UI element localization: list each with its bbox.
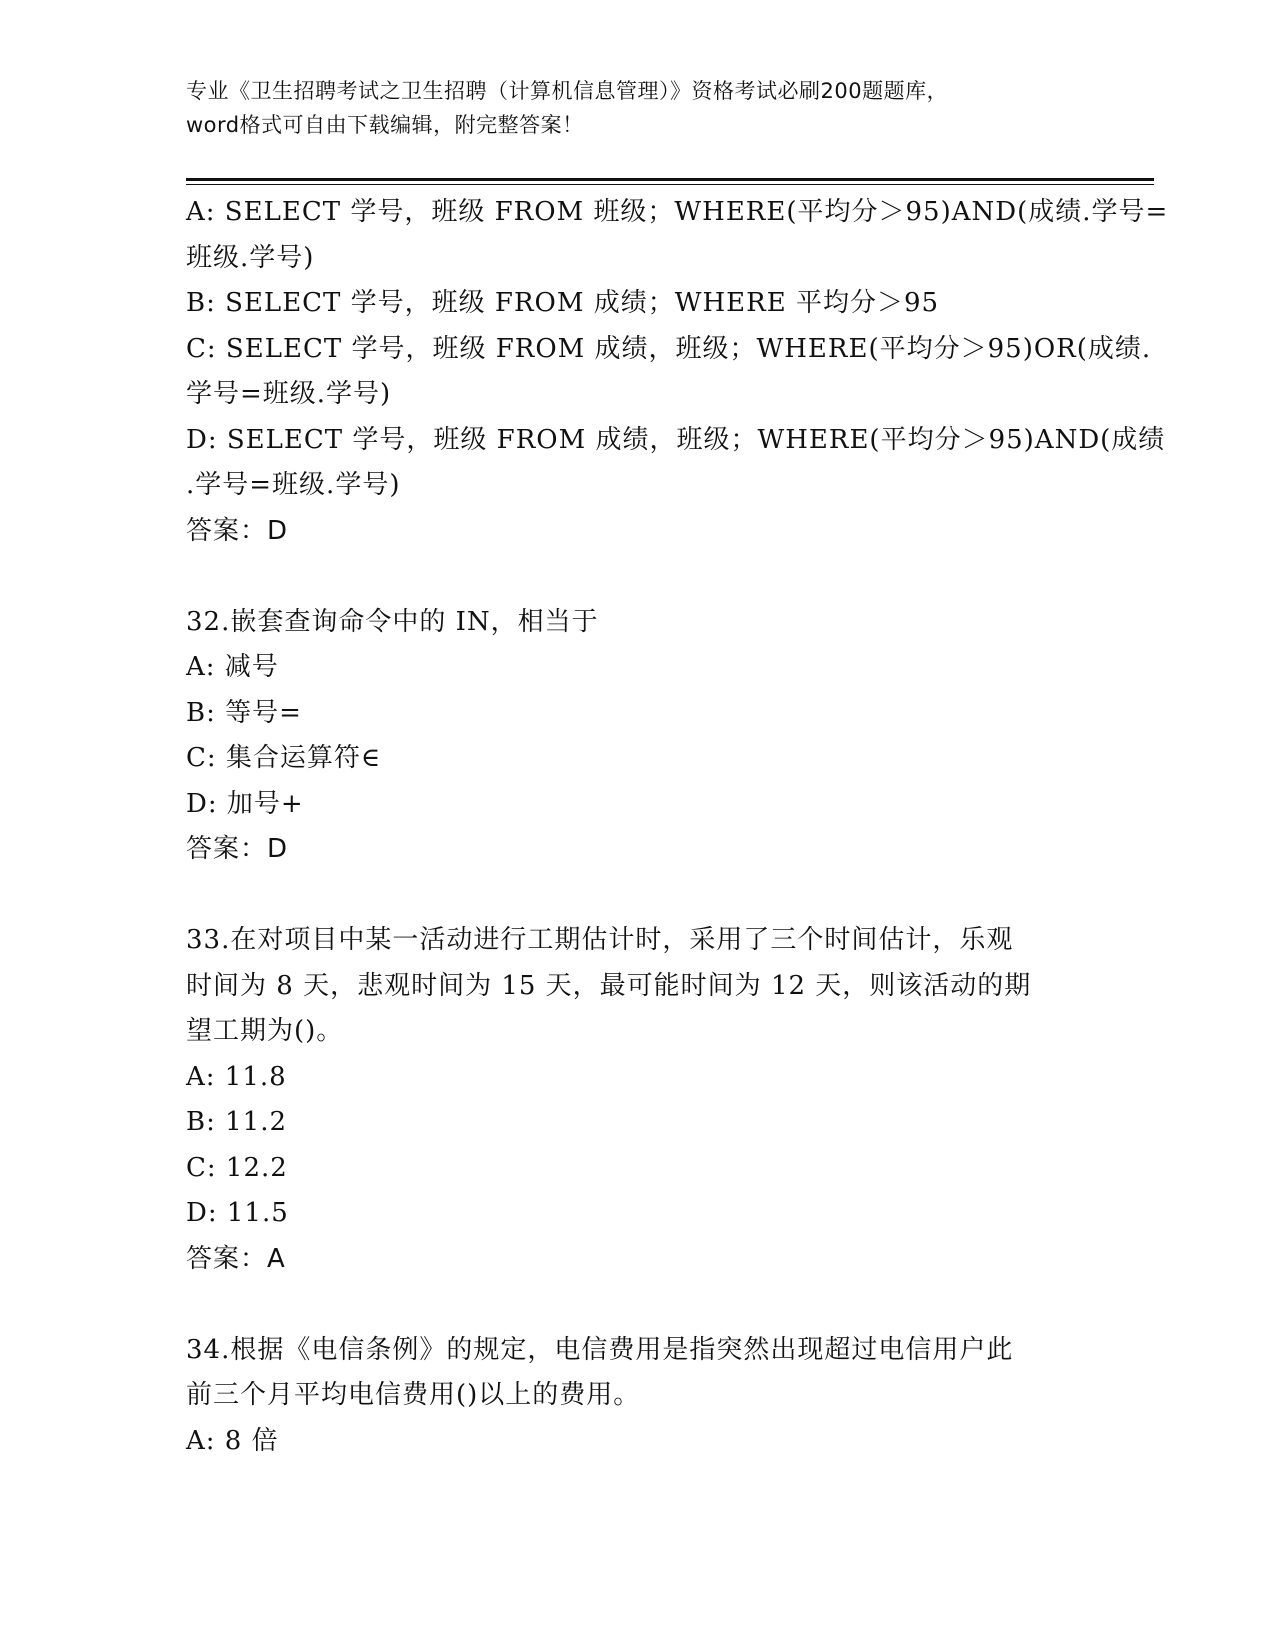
answer-31: 答案：D xyxy=(186,515,289,546)
option-b: B: SELECT 学号，班级 FROM 成绩；WHERE 平均分＞95 xyxy=(186,288,940,318)
question-34 xyxy=(186,1328,1086,1465)
document-header xyxy=(186,74,1086,142)
option-c-line-1: C: SELECT 学号，班级 FROM 成绩，班级；WHERE(平均分＞95)OR(成绩. xyxy=(186,333,1152,364)
option-d: D: 加号+ xyxy=(186,788,304,819)
header-divider-thin xyxy=(186,184,1154,185)
question-32-text: 32.嵌套查询命令中的 IN，相当于 xyxy=(186,606,599,637)
option-b: B: 等号= xyxy=(186,697,302,728)
question-34-line-2: 前三个月平均电信费用()以上的费用。 xyxy=(186,1380,641,1410)
spacer xyxy=(186,554,1086,600)
option-d-line-2: .学号=班级.学号) xyxy=(186,470,401,500)
question-33-line-2: 时间为 8 天，悲观时间为 15 天，最可能时间为 12 天，则该活动的期 xyxy=(186,970,1032,1001)
option-c: C: 12.2 xyxy=(186,1152,288,1183)
option-b: B: 11.2 xyxy=(186,1107,288,1137)
spacer xyxy=(186,873,1086,919)
header-divider-thick xyxy=(186,178,1154,181)
question-33-line-3: 望工期为()。 xyxy=(186,1016,344,1046)
option-a: A: 8 倍 xyxy=(186,1425,279,1456)
option-a-line-1: A: SELECT 学号，班级 FROM 班级；WHERE(平均分＞95)AND(成绩.学号= xyxy=(186,197,1169,227)
option-a: A: 11.8 xyxy=(186,1061,287,1092)
spacer xyxy=(186,1282,1086,1328)
option-c: C: 集合运算符∈ xyxy=(186,743,382,773)
answer-32: 答案：D xyxy=(186,834,289,864)
option-c-line-2: 学号=班级.学号) xyxy=(186,379,392,409)
question-31-options xyxy=(186,190,1169,554)
option-d-line-1: D: SELECT 学号，班级 FROM 成绩，班级；WHERE(平均分＞95)AND(成绩 xyxy=(186,424,1166,455)
header-title-line-2: word格式可自由下载编辑，附完整答案！ xyxy=(186,113,584,137)
question-33-line-1: 33.在对项目中某一活动进行工期估计时，采用了三个时间估计，乐观 xyxy=(186,925,1014,955)
document-body xyxy=(186,190,1169,1464)
option-a: A: 减号 xyxy=(186,652,279,682)
option-a-line-2: 班级.学号) xyxy=(186,242,315,273)
question-34-line-1: 34.根据《电信条例》的规定，电信费用是指突然出现超过电信用户此 xyxy=(186,1334,1014,1365)
header-title-line-1: 专业《卫生招聘考试之卫生招聘（计算机信息管理）》资格考试必刷200题题库， xyxy=(186,79,949,103)
question-33 xyxy=(186,918,1086,1282)
answer-33: 答案：A xyxy=(186,1243,286,1274)
question-32 xyxy=(186,600,1086,873)
option-d: D: 11.5 xyxy=(186,1198,289,1228)
